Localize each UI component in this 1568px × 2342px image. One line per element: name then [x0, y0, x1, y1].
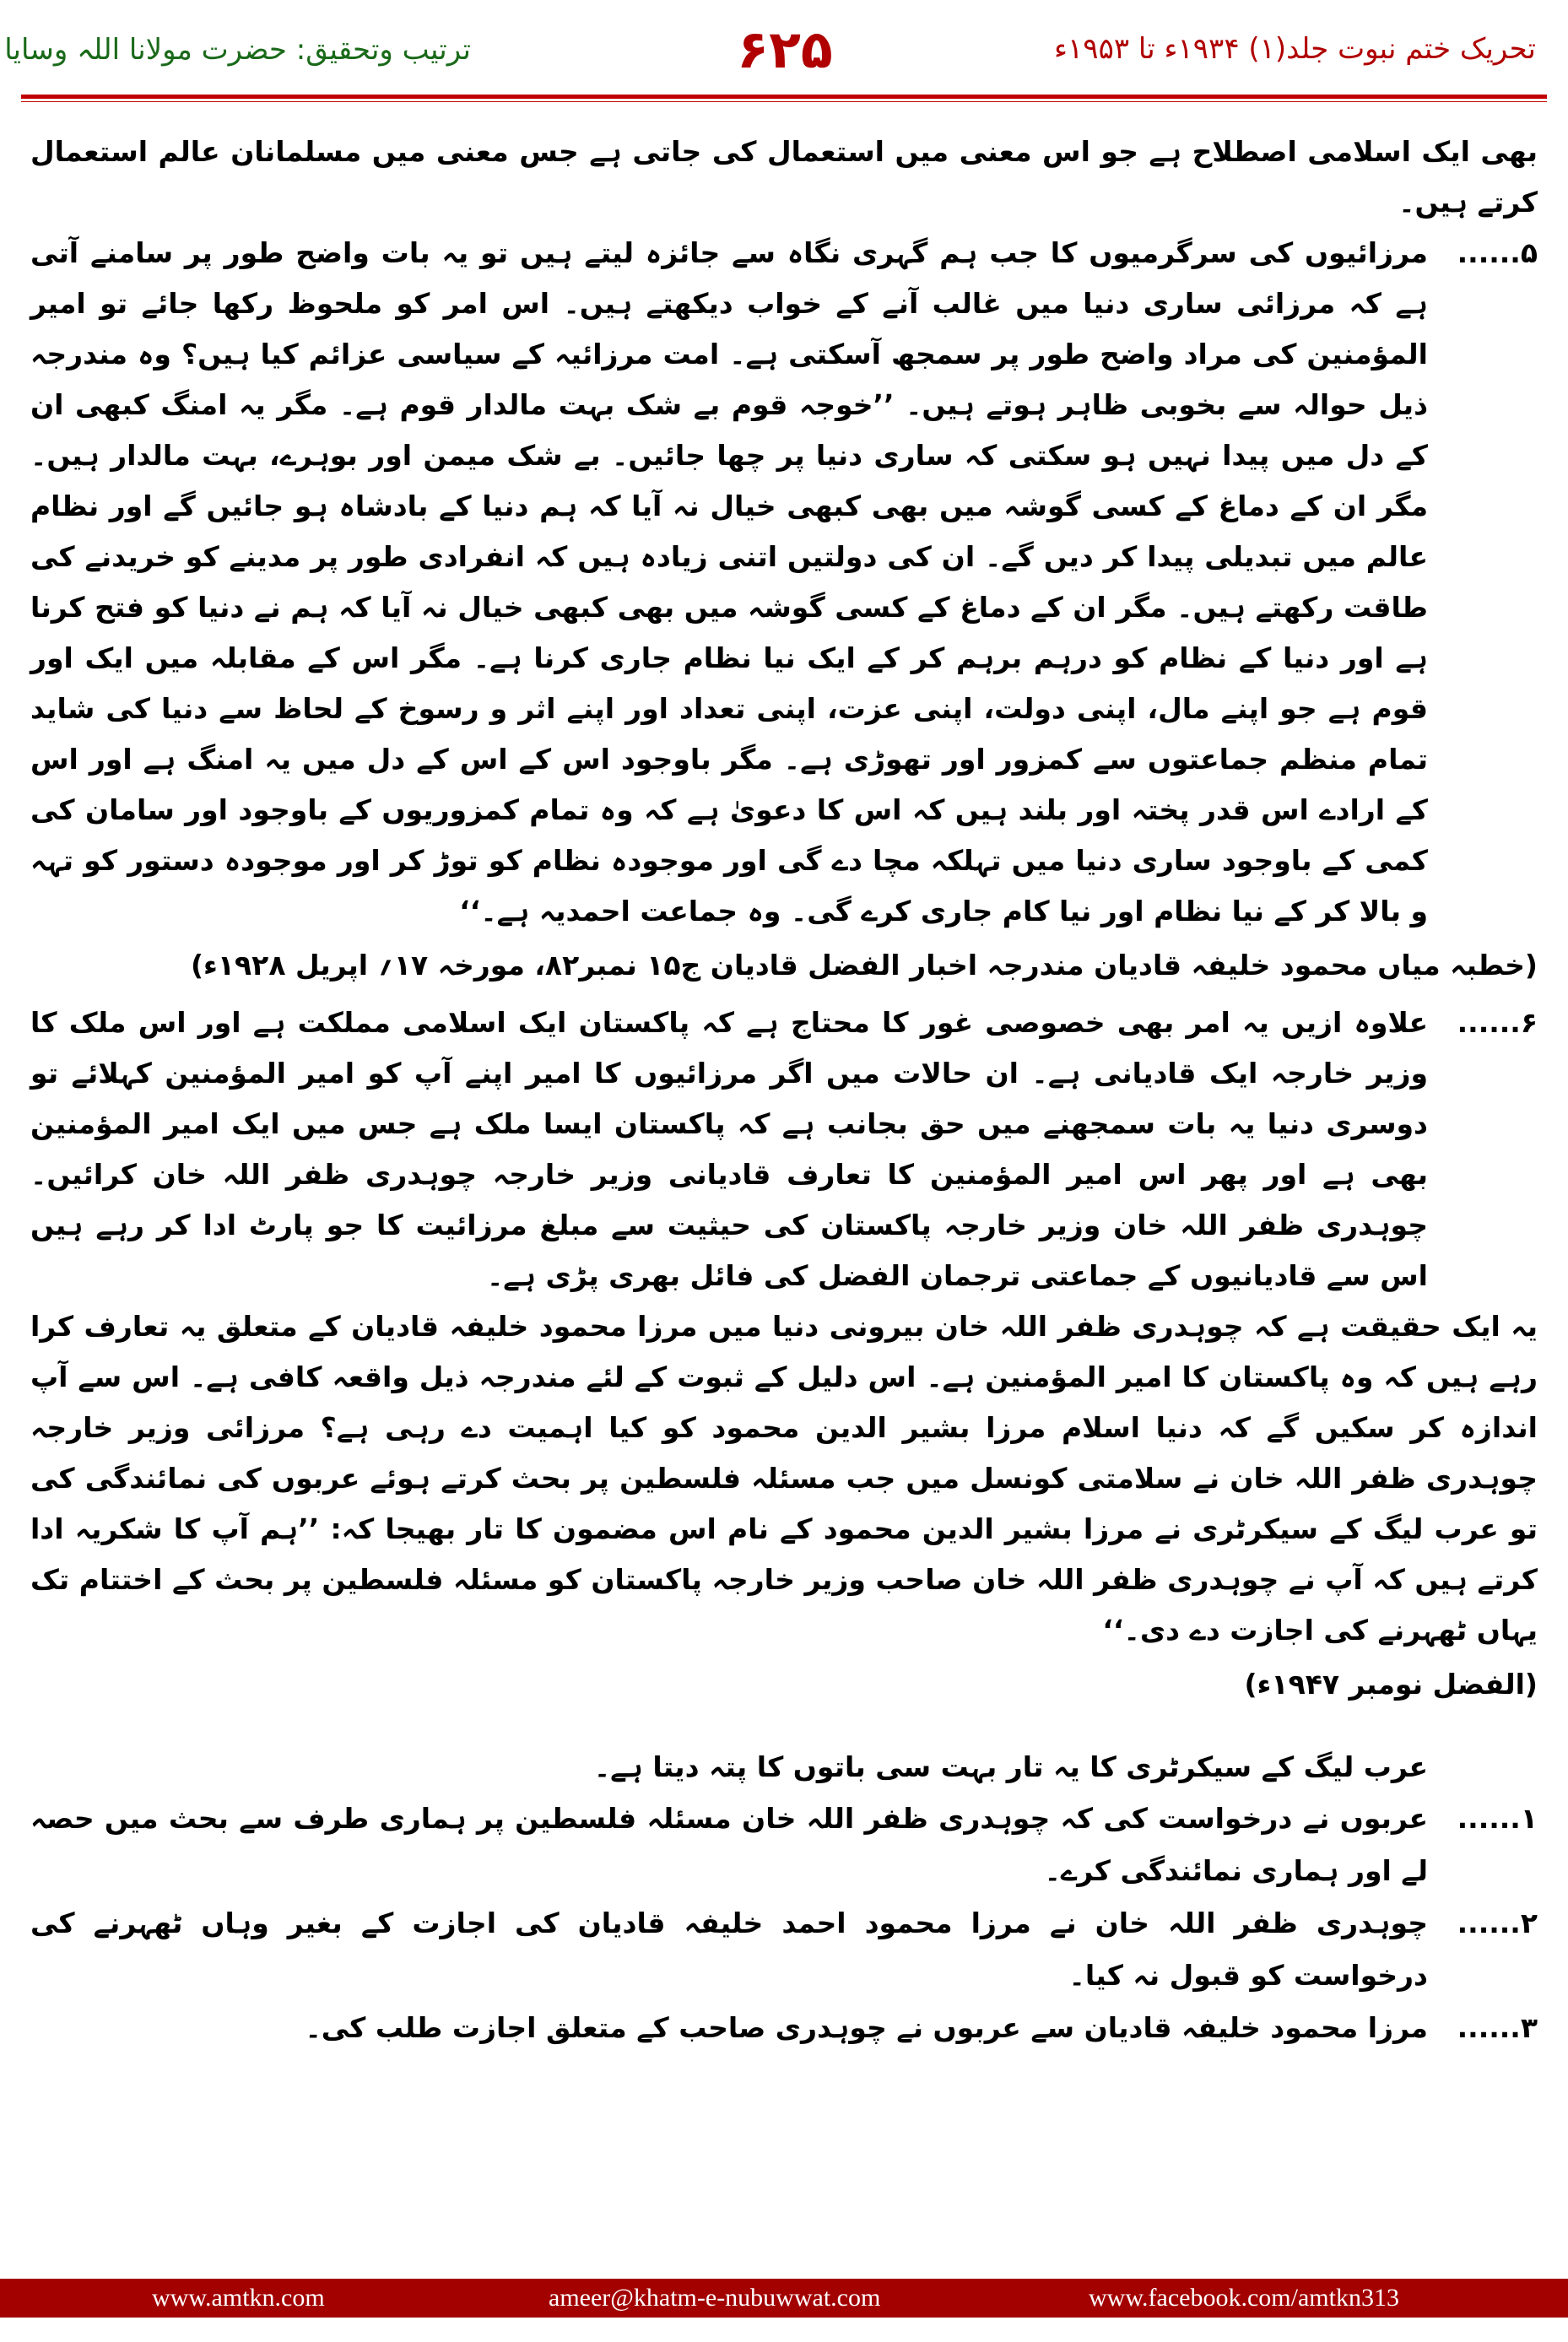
header-divider: [21, 95, 1547, 99]
intro-paragraph: بھی ایک اسلامی اصطلاح ہے جو اس معنی میں استعمال کی جاتی ہے جس معنی میں مسلمانان عالم استعمال کرتے ہیں۔: [30, 135, 1538, 219]
numbered-item-5: [30, 228, 1538, 937]
list-item-number: ۲......: [1457, 1907, 1538, 1939]
list-item-text: عربوں نے درخواست کی کہ چوہدری ظفر اللہ خان مسئلہ فلسطین پر ہماری طرف سے بحث میں حصہ لے اور ہماری نمائندگی کرے۔: [30, 1802, 1428, 1887]
email-link[interactable]: ameer@khatm-e-nubuwwat.com: [549, 2284, 881, 2312]
page-footer: [0, 2279, 1568, 2318]
list-intro: عرب لیگ کے سیکرٹری کا یہ تار بہت سی باتوں کا پتہ دیتا ہے۔: [593, 1750, 1428, 1783]
header-divider-thin: [21, 101, 1547, 102]
source-citation: (خطبہ میاں محمود خلیفہ قادیان مندرجہ اخبار الفضل قادیان ج۱۵ نمبر۸۲، مورخہ ۱۷؍ اپریل ۱۹۲۸ء): [190, 949, 1538, 982]
item-text: مرزائیوں کی سرگرمیوں کا جب ہم گہری نگاہ سے جائزہ لیتے ہیں تو یہ بات واضح طور پر سامنے آتی ہے کہ مرزائی ساری دنیا میں غالب آنے کے خواب دیکھتے ہیں۔ اس امر کو ملحوظ رکھا جائے تو امیر المؤمنین کی مراد واضح طور پر سمجھ آسکتی ہے۔ امت مرزائیہ کے سیاسی عزائم کیا ہیں؟ وہ مندرجہ ذیل حوالہ سے بخوبی ظاہر ہوتے ہیں۔ ’’خوجہ قوم بے شک بہت مالدار قوم ہے۔ مگر یہ امنگ کبھی ان کے دل میں پیدا نہیں ہو سکتی کہ ساری دنیا پر چھا جائیں۔ بے شک میمن اور بوہرے، بہت مالدار ہیں۔ مگر ان کے دماغ کے کسی گوشہ میں بھی کبھی خیال نہ آیا کہ ہم دنیا کے بادشاہ ہو جائیں گے اور نظام عالم میں تبدیلی پیدا کر دیں گے۔ ان کی دولتیں اتنی زیادہ ہیں کہ انفرادی طور پر مدینے کو خریدنے کی طاقت رکھتے ہیں۔ مگر ان کے دماغ کے کسی گوشہ میں بھی کبھی خیال نہ آیا کہ ہم نے دنیا کو فتح کرنا ہے اور دنیا کے نظام کو درہم برہم کر کے ایک نیا نظام جاری کرنا ہے۔ مگر اس کے مقابلہ میں ایک اور قوم ہے جو اپنے مال، اپنی دولت، اپنی عزت، اپنی تعداد اور اپنے اثر و رسوخ کے لحاظ سے دنیا کی شاید تمام منظم جماعتوں سے کمزور اور تھوڑی ہے۔ مگر باوجود اس کے اس کے دل میں یہ امنگ ہے اور اس کے ارادے اس قدر پختہ اور بلند ہیں کہ اس کا دعویٰ ہے کہ وہ تمام کمزوریوں کے باوجود اور سامان کی کمی کے باوجود ساری دنیا میں تہلکہ مچا دے گی اور موجودہ نظام کو توڑ کر اور موجودہ دستور کو تہہ و بالا کر کے نیا نظام اور نیا کام جاری کرے گی۔ وہ جماعت احمدیہ ہے۔‘‘: [30, 236, 1428, 928]
book-title: تحریک ختم نبوت جلد(۱) ۱۹۳۴ء تا ۱۹۵۳ء: [1054, 32, 1536, 66]
item-number: ۵......: [1457, 236, 1538, 269]
item-text: علاوہ ازیں یہ امر بھی خصوصی غور کا محتاج ہے کہ پاکستان ایک اسلامی مملکت ہے اور اس ملک کا وزیر خارجہ ایک قادیانی ہے۔ ان حالات میں اگر مرزائیوں کا امیر اپنے آپ کو امیر المؤمنین کہلائے تو دوسری دنیا یہ بات سمجھنے میں حق بجانب ہے کہ پاکستان ایسا ملک ہے جس میں ایک امیر المؤمنین بھی ہے اور پھر اس امیر المؤمنین کا تعارف قادیانی وزیر خارجہ چوہدری ظفر اللہ خان کرائیں۔ چوہدری ظفر اللہ خان وزیر خارجہ پاکستان کی حیثیت سے مبلغ مرزائیت کا جو پارٹ ادا کر رہے ہیں اس سے قادیانیوں کے جماعتی ترجمان الفضل کی فائل بھری پڑی ہے۔: [30, 1006, 1428, 1292]
numbered-item-6: [30, 998, 1538, 1301]
list-item-number: ۱......: [1457, 1802, 1538, 1835]
facebook-link[interactable]: www.facebook.com/amtkn313: [1089, 2284, 1399, 2312]
compiler-credit: ترتیب وتحقیق: حضرت مولانا اللہ وسایا: [4, 33, 471, 67]
list-item-text: مرزا محمود خلیفہ قادیان سے عربوں نے چوہدری صاحب کے متعلق اجازت طلب کی۔: [305, 2011, 1428, 2044]
list-item: [30, 1793, 1538, 1897]
website-link[interactable]: www.amtkn.com: [152, 2284, 325, 2312]
list-item: [30, 2002, 1538, 2054]
page-number: ۶۲۵: [737, 19, 833, 80]
list-item-number: ۳......: [1457, 2011, 1538, 2044]
item-number: ۶......: [1457, 1006, 1538, 1039]
fact-paragraph: یہ ایک حقیقت ہے کہ چوہدری ظفر اللہ خان بیرونی دنیا میں مرزا محمود خلیفہ قادیان کے متعلق یہ تعارف کرا رہے ہیں کہ وہ پاکستان کا امیر المؤمنین ہے۔ اس دلیل کے ثبوت کے لئے مندرجہ ذیل واقعہ کافی ہے۔ اس سے آپ اندازہ کر سکیں گے کہ دنیا اسلام مرزا بشیر الدین محمود کو کیا اہمیت دے رہی ہے؟ مرزائی وزیر خارجہ چوہدری ظفر اللہ خان نے سلامتی کونسل میں جب مسئلہ فلسطین پر بحث کرتے ہوئے عربوں کی نمائندگی کی تو عرب لیگ کے سیکرٹری نے مرزا بشیر الدین محمود کے نام اس مضمون کا تار بھیجا کہ: ’’ہم آپ کا شکریہ ادا کرتے ہیں کہ آپ نے چوہدری ظفر اللہ خان صاحب وزیر خارجہ پاکستان کو مسئلہ فلسطین پر بحث کے اختتام تک یہاں ٹھہرنے کی اجازت دے دی۔‘‘: [30, 1310, 1538, 1647]
list-item-text: چوہدری ظفر اللہ خان نے مرزا محمود احمد خلیفہ قادیان کی اجازت کے بغیر وہاں ٹھہرنے کی درخواست کو قبول نہ کیا۔: [30, 1907, 1428, 1992]
page-body: [30, 127, 1538, 2054]
page-header: [0, 0, 1568, 101]
source-citation: (الفضل نومبر ۱۹۴۷ء): [1244, 1668, 1538, 1701]
list-item: [30, 1897, 1538, 2002]
